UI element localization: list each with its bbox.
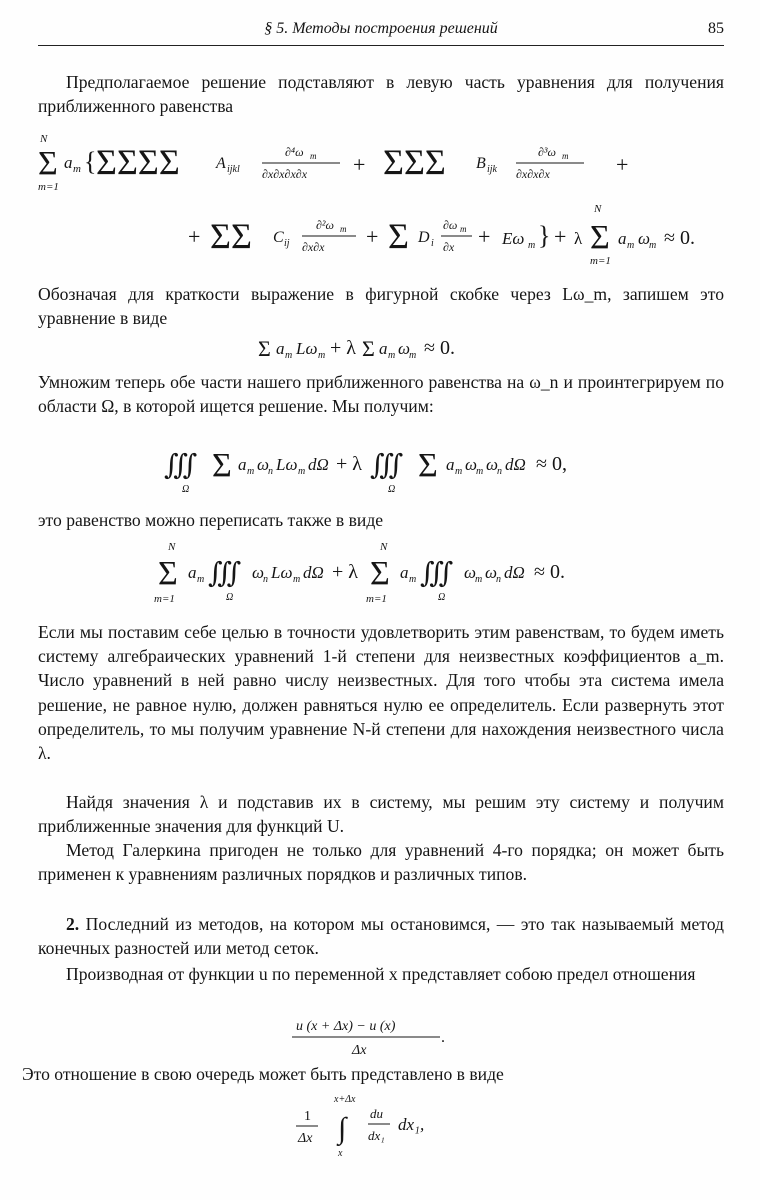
equation-2: [258, 332, 518, 366]
svg-text:m: m: [460, 224, 467, 234]
svg-text:Ω: Ω: [438, 592, 446, 603]
paragraph-6: Найдя значения λ и подставив их в систему, мы решим эту систему и получим приближенные значения для функций U.: [38, 792, 724, 837]
svg-text:ijkl: ijkl: [227, 164, 240, 175]
svg-text:a: a: [64, 153, 73, 172]
svg-text:Lω: Lω: [276, 455, 298, 474]
svg-text:∂x∂x: ∂x∂x: [302, 240, 325, 254]
paragraph-5: Если мы поставим себе целью в точности удовлетворить этим равенствам, то будем иметь систему алгебраических уравнений 1-й степени для неизвестных коэффициентов a_m. Число уравнений в ней равно числу неизвестных. Для того чтобы эта система имела решение, не равное нулю, должен равняться нулю ее определитель. Если развернуть этот определитель, то мы получим уравнение N-й степени для нахождения неизвестного числа λ.: [38, 622, 724, 764]
svg-text:ω: ω: [398, 339, 411, 358]
paragraph-1: Предполагаемое решение подставляют в левую часть уравнения для получения приближенного равенства: [38, 72, 724, 117]
svg-text:.: .: [441, 1029, 445, 1046]
equation-3-graphic: [164, 442, 594, 494]
svg-text:x: x: [338, 1148, 343, 1159]
svg-text:Σ: Σ: [38, 145, 58, 182]
svg-text:+: +: [366, 224, 379, 249]
svg-text:Σ: Σ: [370, 555, 390, 592]
svg-text:m: m: [409, 350, 417, 361]
svg-text:Σ: Σ: [158, 555, 178, 592]
svg-text:du: du: [370, 1106, 383, 1121]
svg-text:Ω: Ω: [226, 592, 234, 603]
running-header: [38, 20, 724, 42]
svg-text:Δx: Δx: [298, 1131, 313, 1146]
equation-2-graphic: [258, 332, 518, 366]
equation-6-graphic: [294, 1090, 464, 1160]
svg-text:ij: ij: [284, 238, 290, 249]
svg-text:a: a: [276, 339, 285, 358]
paragraph-3: Умножим теперь обе части нашего приближенного равенства на ω_n и проинтегрируем по области Ω, в которой ищется решение. Мы получим:: [38, 372, 724, 417]
svg-text:+ λ: + λ: [336, 453, 362, 475]
svg-text:ω: ω: [485, 563, 498, 582]
svg-text:A: A: [216, 155, 226, 172]
svg-text:ijk: ijk: [487, 164, 497, 175]
svg-text:m: m: [340, 224, 347, 234]
svg-text:m: m: [310, 151, 317, 161]
equation-5-graphic: [292, 1016, 452, 1062]
svg-text:ω: ω: [465, 455, 478, 474]
svg-text:∂x: ∂x: [443, 240, 455, 254]
svg-text:n: n: [268, 466, 273, 477]
svg-text:a: a: [379, 339, 388, 358]
svg-text:∂ω: ∂ω: [443, 218, 458, 232]
paragraph-2: Обозначая для краткости выражение в фигурной скобке через Lω_m, запишем это уравнение в виде: [38, 284, 724, 329]
svg-text:n: n: [263, 574, 268, 585]
svg-text:a: a: [400, 563, 409, 582]
svg-text:m: m: [285, 350, 293, 361]
svg-text:Σ: Σ: [388, 216, 409, 256]
svg-text:ΣΣΣΣ: ΣΣΣΣ: [96, 142, 180, 182]
svg-text:n: n: [497, 466, 502, 477]
svg-text:Ω: Ω: [388, 484, 396, 494]
svg-text:dΩ: dΩ: [504, 563, 525, 582]
svg-text:Σ: Σ: [418, 447, 438, 484]
svg-text:Lω: Lω: [271, 563, 293, 582]
svg-text:m: m: [197, 574, 205, 585]
svg-text:m: m: [293, 574, 301, 585]
svg-text:m=1: m=1: [366, 593, 387, 604]
equation-4: [150, 540, 590, 604]
svg-text:i: i: [431, 238, 434, 249]
svg-text:Lω: Lω: [296, 339, 318, 358]
svg-text:Δx: Δx: [352, 1043, 367, 1058]
svg-text:∫: ∫: [338, 1112, 347, 1145]
svg-text:∂x∂x∂x∂x: ∂x∂x∂x∂x: [262, 167, 308, 181]
svg-text:Ω: Ω: [182, 484, 190, 494]
svg-text:dΩ: dΩ: [303, 563, 324, 582]
svg-text:ω: ω: [252, 563, 265, 582]
paragraph-10: Это отношение в свою очередь может быть представлено в виде: [22, 1064, 504, 1084]
svg-text:}: }: [538, 221, 551, 250]
equation-4-graphic: [150, 540, 590, 604]
svg-text:N: N: [40, 133, 48, 145]
svg-text:m: m: [388, 350, 396, 361]
svg-text:dΩ: dΩ: [308, 455, 329, 474]
svg-text:N: N: [594, 203, 602, 215]
svg-text:+: +: [188, 224, 201, 249]
svg-text:+: +: [616, 152, 629, 177]
svg-text:m: m: [298, 466, 306, 477]
svg-text:1: 1: [304, 1109, 311, 1124]
equation-6: [294, 1090, 464, 1160]
svg-text:m: m: [476, 466, 484, 477]
svg-text:∭: ∭: [420, 558, 454, 589]
svg-text:ω: ω: [638, 229, 651, 248]
svg-text:n: n: [496, 574, 501, 585]
svg-text:∂x∂x∂x: ∂x∂x∂x: [516, 167, 550, 181]
svg-text:u (x + Δx) − u (x): u (x + Δx) − u (x): [296, 1019, 396, 1034]
svg-text:m=1: m=1: [38, 181, 59, 193]
svg-text:dx₁,: dx₁,: [398, 1115, 425, 1134]
svg-text:m: m: [409, 574, 417, 585]
paragraph-4: это равенство можно переписать также в виде: [38, 510, 384, 530]
svg-text:ΣΣΣ: ΣΣΣ: [383, 142, 446, 182]
svg-text:a: a: [618, 229, 627, 248]
svg-text:D: D: [418, 229, 430, 246]
svg-text:x+Δx: x+Δx: [334, 1094, 356, 1105]
svg-text:∭: ∭: [164, 450, 198, 481]
svg-text:∂³ω: ∂³ω: [538, 145, 556, 159]
svg-text:≈ 0.: ≈ 0.: [534, 561, 565, 583]
svg-text:B: B: [476, 155, 486, 172]
svg-text:a: a: [238, 455, 247, 474]
paragraph-8: [38, 912, 724, 960]
svg-text:Σ: Σ: [590, 219, 610, 256]
svg-text:λ: λ: [574, 229, 583, 248]
equation-1-graphic: [38, 130, 724, 270]
svg-text:m: m: [562, 151, 569, 161]
svg-text:C: C: [273, 229, 284, 246]
paragraph-7: Метод Галеркина пригоден не только для уравнений 4-го порядка; он может быть применен к уравнениям различных порядков и различных типов.: [38, 840, 724, 885]
svg-text:m=1: m=1: [590, 255, 611, 267]
svg-text:m: m: [247, 466, 255, 477]
svg-text:dx₁: dx₁: [368, 1128, 385, 1143]
svg-text:≈ 0.: ≈ 0.: [424, 337, 455, 359]
svg-text:m: m: [318, 350, 326, 361]
svg-text:ω: ω: [464, 563, 477, 582]
running-title: § 5. Методы построения решений: [264, 20, 498, 37]
svg-text:≈ 0,: ≈ 0,: [536, 453, 567, 475]
svg-text:∂⁴ω: ∂⁴ω: [285, 145, 304, 159]
header-rule: [38, 45, 724, 46]
svg-text:m: m: [455, 466, 463, 477]
equation-5: [292, 1016, 452, 1062]
svg-text:+: +: [478, 224, 491, 249]
svg-text:+: +: [353, 152, 366, 177]
svg-text:+: +: [554, 224, 567, 249]
page-number: 85: [708, 20, 724, 37]
svg-text:ω: ω: [486, 455, 499, 474]
section-number: 2.: [66, 914, 80, 934]
svg-text:Σ: Σ: [362, 336, 375, 361]
svg-text:{: {: [84, 147, 97, 176]
svg-text:ΣΣ: ΣΣ: [210, 216, 252, 256]
svg-text:m: m: [528, 240, 536, 251]
svg-text:ω: ω: [257, 455, 270, 474]
svg-text:m: m: [475, 574, 483, 585]
svg-text:dΩ: dΩ: [505, 455, 526, 474]
svg-text:N: N: [168, 541, 176, 553]
svg-text:m=1: m=1: [154, 593, 175, 604]
svg-text:+ λ: + λ: [332, 561, 358, 583]
svg-text:∂²ω: ∂²ω: [316, 218, 334, 232]
svg-text:Eω: Eω: [502, 229, 525, 248]
equation-3: [164, 442, 594, 494]
paragraph-8-text: Последний из методов, на котором мы остановимся, — это так называемый метод конечных разностей или метод сеток.: [38, 914, 724, 959]
svg-text:+ λ: + λ: [330, 337, 356, 359]
svg-text:m: m: [649, 240, 657, 251]
svg-text:m: m: [627, 240, 635, 251]
svg-text:≈ 0.: ≈ 0.: [664, 227, 695, 249]
svg-text:Σ: Σ: [212, 447, 232, 484]
equation-1: [38, 130, 724, 270]
svg-text:∭: ∭: [208, 558, 242, 589]
svg-text:N: N: [380, 541, 388, 553]
svg-text:∭: ∭: [370, 450, 404, 481]
svg-text:Σ: Σ: [258, 336, 271, 361]
svg-text:m: m: [73, 163, 81, 175]
svg-text:a: a: [188, 563, 197, 582]
svg-text:a: a: [446, 455, 455, 474]
paragraph-9: Производная от функции u по переменной x представляет собою предел отношения: [66, 964, 696, 984]
